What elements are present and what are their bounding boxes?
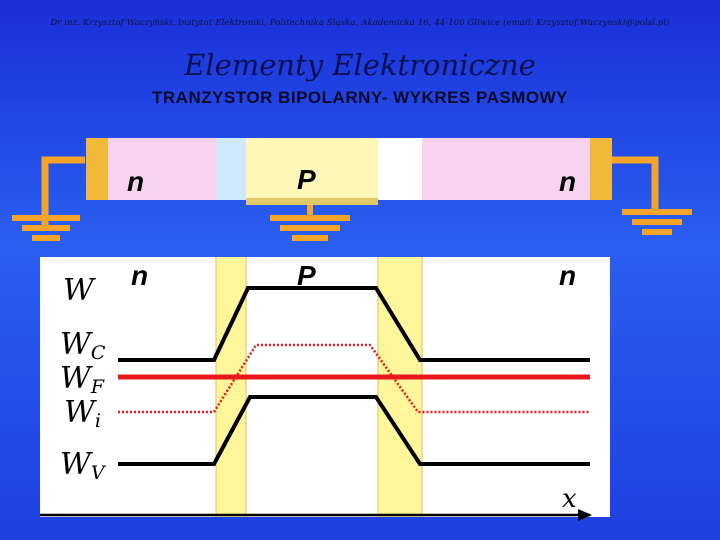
wc-label: WC [60, 327, 106, 364]
plot-collector-label: n [559, 260, 577, 291]
collector-label: n [559, 166, 577, 197]
plot-emitter-label: n [131, 260, 149, 291]
wv-label: WV [60, 447, 105, 484]
band-diagram-plot [40, 257, 610, 521]
base-label: P [297, 164, 316, 195]
wf-label: WF [60, 361, 105, 398]
base-ground-symbol [270, 205, 350, 238]
left-ground-symbol [12, 160, 88, 238]
wi-label: Wi [64, 395, 101, 432]
depletion-zone-left [216, 257, 246, 517]
base-contact [246, 198, 378, 205]
page-subtitle: TRANZYSTOR BIPOLARNY- WYKRES PASMOWY [152, 88, 568, 107]
energy-axis-label: W [63, 273, 94, 308]
emitter-label: n [127, 166, 145, 197]
plot-background [40, 257, 610, 517]
x-axis-label: x [562, 484, 577, 514]
emitter-contact [86, 138, 108, 200]
right-ground-symbol [610, 160, 692, 232]
base-collector-junction [378, 138, 422, 200]
emitter-region [108, 138, 216, 200]
device-cross-section [86, 138, 612, 205]
emitter-base-junction [216, 138, 246, 200]
author-credit: Dr inż. Krzysztof Waczyński, Instytut Elektroniki, Politechnika Śląska, Akademicka 16, 44-100 Gliwice (email: Krzysztof.Waczynski@polsl.pl) [50, 18, 670, 28]
plot-base-label: P [297, 260, 316, 291]
collector-contact [590, 138, 612, 200]
page-title: Elementy Elektroniczne [184, 48, 536, 82]
